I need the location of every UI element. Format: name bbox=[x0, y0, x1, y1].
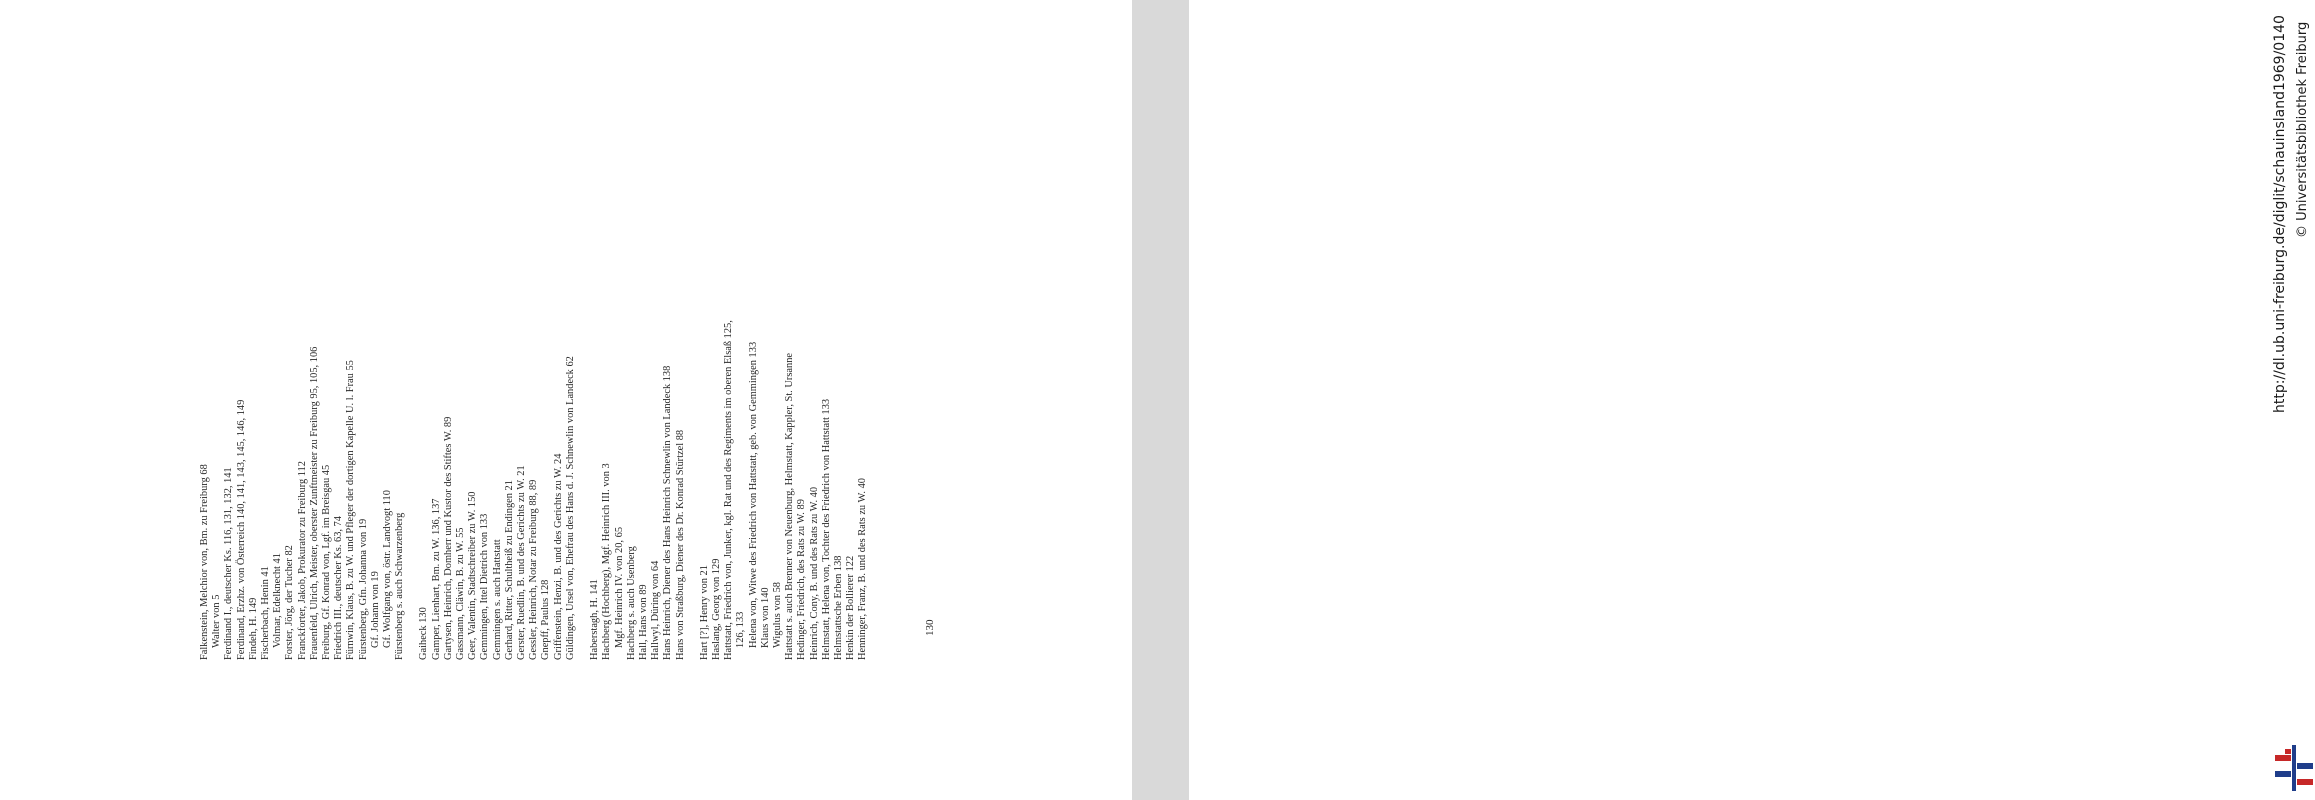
index-entry: Hachberg s. auch Usenberg bbox=[625, 546, 637, 660]
index-entry: Helena von, Witwe des Friedrich von Hattstatt, geb. von Gemmingen 133 bbox=[747, 341, 759, 648]
index-gap bbox=[687, 190, 699, 660]
document-page bbox=[0, 0, 1132, 800]
index-entry: Hart [?], Henry von 21 bbox=[698, 565, 710, 660]
index-entry: Findeh, H. 149 bbox=[247, 597, 259, 660]
index-entry: Freiburg, Gf. Konrad von, Lgf. im Breisgau 45 bbox=[321, 464, 333, 660]
index-entry: Mgf. Heinrich IV. von 20, 65 bbox=[613, 526, 625, 648]
index-entry: Hachberg (Hochberg), Mgf. Heinrich III. von 3 bbox=[601, 463, 613, 660]
index-entry: Fürstenberg, Gfn. Johanna von 19 bbox=[357, 518, 369, 660]
index-entry: Volmar, Edelknecht 41 bbox=[272, 553, 284, 648]
index-entry: Gartysen, Heinrich, Domherr und Kustor des Stiftes W. 89 bbox=[442, 416, 454, 660]
index-entry: Fürnwin, Klaus, B. zu W. und Pfleger der dortigen Kapelle U. l. Frau 55 bbox=[345, 360, 357, 660]
index-entry: 126, 133 bbox=[735, 611, 747, 648]
index-entry: Frauenfeld, Ulrich, Meister, oberster Zunftmeister zu Freiburg 95, 105, 106 bbox=[308, 346, 320, 660]
index-entry: Gemmingen, Ittel Dietrich von 133 bbox=[479, 513, 491, 660]
index-entry: Ferdinand I., deutscher Ks. 116, 131, 132, 141 bbox=[223, 467, 235, 660]
index-entry: Hans Heinrich, Diener des Hans Heinrich Schnewlin von Landeck 138 bbox=[662, 365, 674, 660]
index-entry: Walter von 5 bbox=[211, 594, 223, 648]
copyright-notice: © Universitätsbibliothek Freiburg bbox=[2295, 21, 2310, 238]
index-gap bbox=[577, 190, 589, 660]
source-url-link[interactable]: http://dl.ub.uni-freiburg.de/diglit/schauinsland1969/0140 bbox=[2272, 15, 2288, 413]
index-entry: Hattstatt s. auch Brenner von Neuenburg, Helmstatt, Kappler, St. Ursanne bbox=[784, 353, 796, 660]
index-entry: Griffenstein, Henzi, B. und des Gerichts zu W. 24 bbox=[552, 453, 564, 660]
index-entry: Hall, Hans von 89 bbox=[637, 584, 649, 660]
page-number: 130 bbox=[924, 619, 936, 636]
index-entry: Hattstatt, Friedrich von, Junker, kgl. Rat und des Regiments im oberen Elsaß 125, bbox=[723, 320, 735, 660]
index-entry: Gf. Wolfgang von, östr. Landvogt 110 bbox=[382, 490, 394, 648]
index-entry: Fischerbach, Henin 41 bbox=[260, 566, 272, 660]
index-entry: Wigulus von 58 bbox=[771, 582, 783, 648]
index-entry: Güldingen, Ursel von, Ehefrau des Hans d. J. Schnewlin von Landeck 62 bbox=[564, 356, 576, 660]
index-entry: Klaus von 140 bbox=[759, 587, 771, 648]
index-entry: Heinrich, Cony, B. und des Rats zu W. 40 bbox=[808, 486, 820, 660]
index-entry: Gnepff, Paulus 128 bbox=[540, 579, 552, 660]
index-entry: Forster, Jörg, der Tucher 82 bbox=[284, 545, 296, 660]
index-entry: Gassmann, Cläwin, B. zu W. 55 bbox=[455, 527, 467, 660]
index-entry: Henninger, Franz, B. und des Rats zu W. 40 bbox=[857, 478, 869, 660]
index-entry: Henkin der Bollierer 122 bbox=[845, 555, 857, 660]
index-entry: Fürstenberg s. auch Schwarzenberg bbox=[394, 512, 406, 660]
index-entry: Gessler, Heinrich, Notar zu Freiburg 88, 89 bbox=[528, 479, 540, 660]
index-entry: Hallwyl, Düring von 64 bbox=[650, 560, 662, 660]
index-entry: Hans von Straßburg, Diener des Dr. Konrad Stürtzel 88 bbox=[674, 429, 686, 660]
index-entry: Helmstatt, Helena von, Tochter des Friedrich von Hattstatt 133 bbox=[820, 398, 832, 660]
index-entry: Gf. Johann von 19 bbox=[369, 571, 381, 648]
library-sidebar bbox=[1132, 0, 2310, 800]
index-entry: Gemmingen s. auch Hattstatt bbox=[491, 539, 503, 660]
index-entry: Gaiheck 130 bbox=[418, 607, 430, 660]
index-gap bbox=[406, 190, 418, 660]
index-entry: Gerhard, Ritter, Schultheiß zu Endingen 21 bbox=[503, 480, 515, 660]
index-entry: Gamper, Lienhart, Bm. zu W. 136, 137 bbox=[430, 498, 442, 660]
index-entry: Franckforter, Jakob, Prokurator zu Freiburg 112 bbox=[296, 461, 308, 660]
index-entry: Ferdinand, Erzhz. von Österreich 140, 141, 143, 145, 146, 149 bbox=[235, 399, 247, 660]
index-entry: Gerster, Ruedlin, B. und des Gerichts zu W. 21 bbox=[516, 465, 528, 660]
index-entry: Friedrich III., deutscher Ks. 63, 74 bbox=[333, 516, 345, 660]
index-entry: Haslang, Georg von 129 bbox=[710, 558, 722, 660]
index-entry: Falkenstein, Melchior von, Bm. zu Freiburg 68 bbox=[199, 464, 210, 660]
index-entry: Geer, Valentin, Stadtschreiber zu W. 150 bbox=[467, 491, 479, 660]
index-entry: Hedinger, Friedrich, des Rats zu W. 89 bbox=[796, 499, 808, 660]
index-entry: Helmstattsche Erben 138 bbox=[832, 555, 844, 660]
library-logo-icon bbox=[2273, 745, 2315, 791]
name-index-text bbox=[199, 190, 939, 660]
index-entry: Haberstagh, H. 141 bbox=[589, 579, 601, 660]
